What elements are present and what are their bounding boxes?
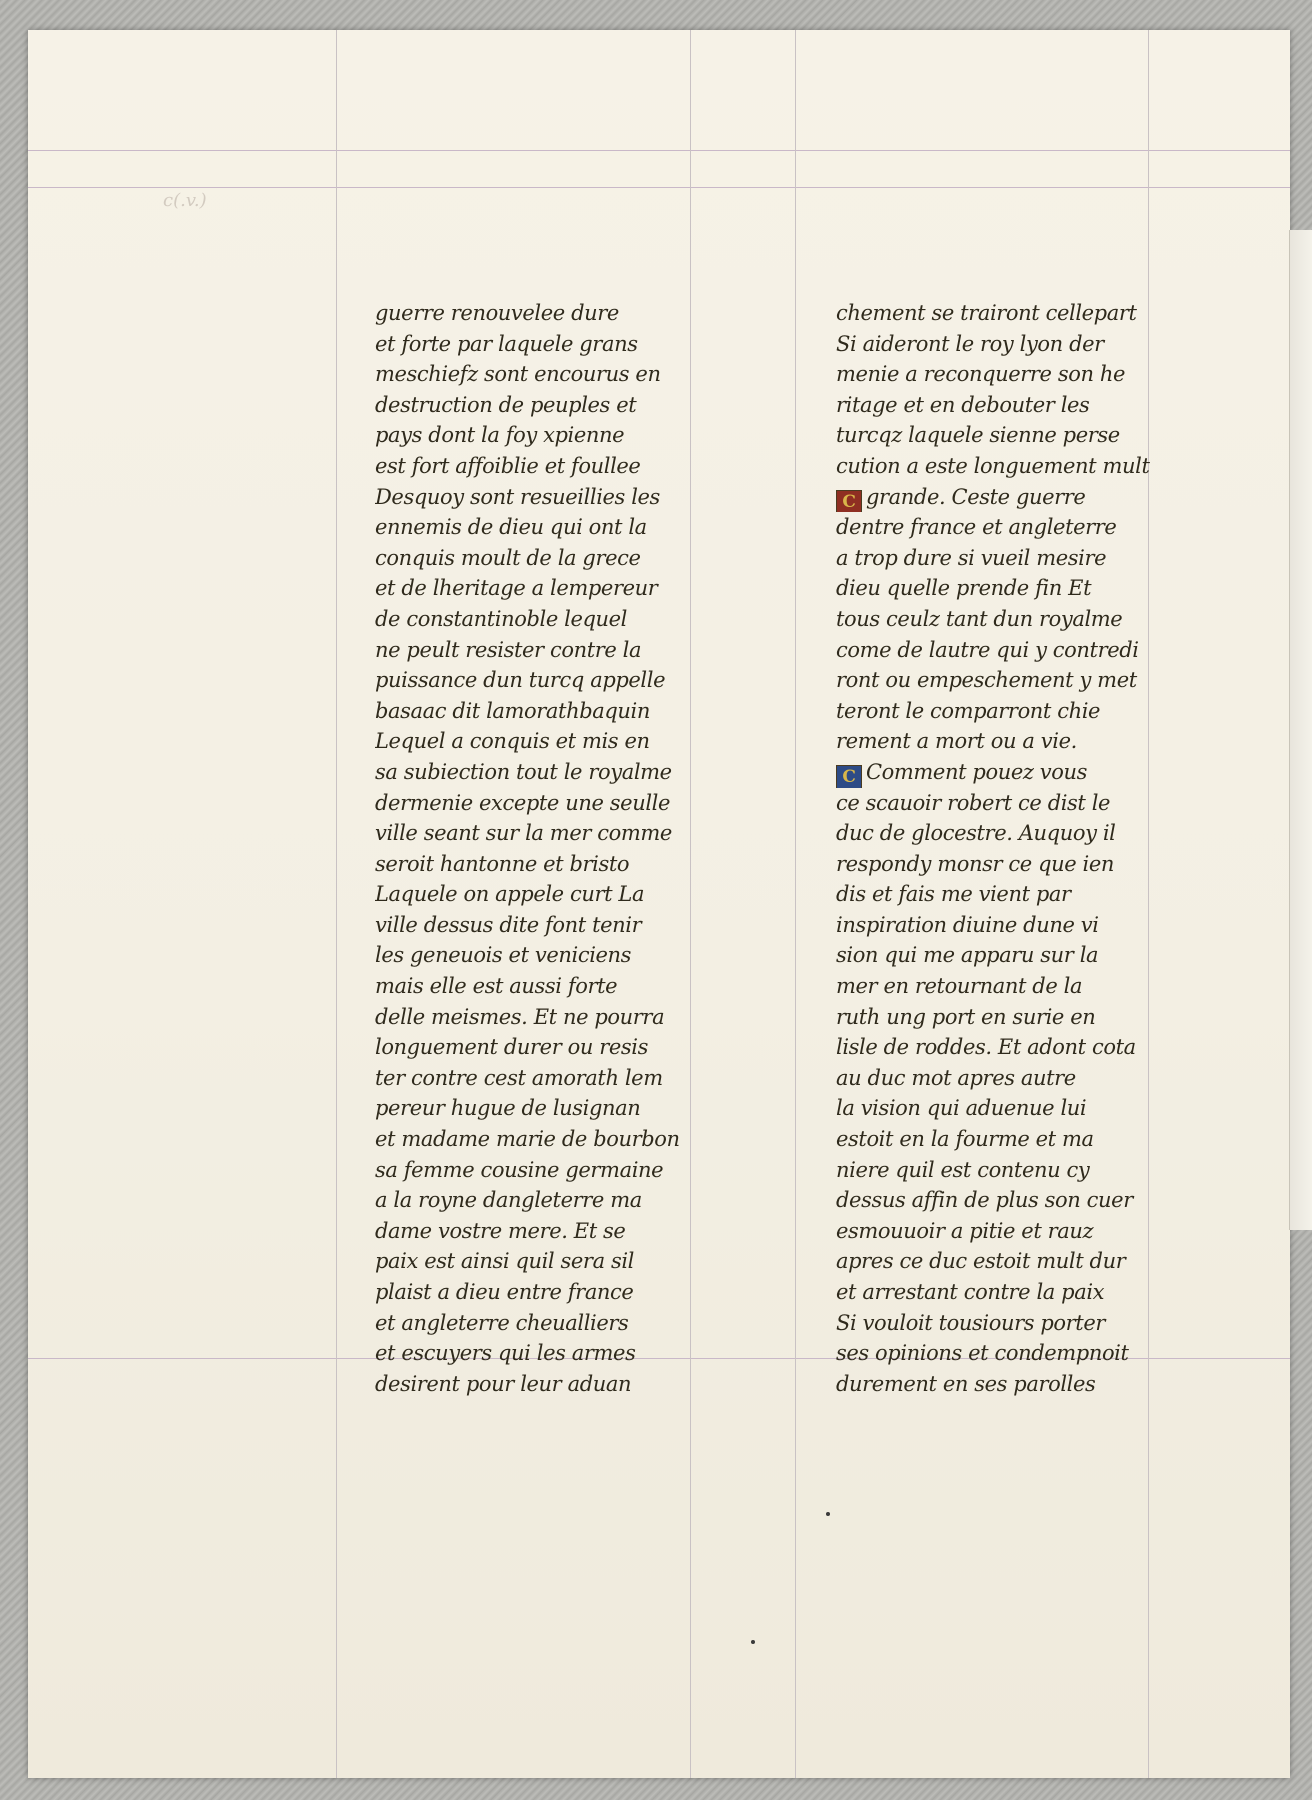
text-line-content: et arrestant contre la paix	[836, 1280, 1105, 1304]
text-line-content: sion qui me apparu sur la	[836, 943, 1099, 968]
text-line: basaac dit lamorathbaquin	[375, 698, 650, 723]
text-line	[836, 1216, 1216, 1247]
ruling-line-top	[28, 150, 1290, 151]
text-line: longuement durer ou resis	[375, 1035, 648, 1060]
text-line	[836, 543, 1216, 574]
text-line: a la royne dangleterre ma	[375, 1188, 642, 1213]
text-line	[836, 940, 1216, 971]
text-line: plaist a dieu entre france	[375, 1280, 634, 1304]
text-line-content: Si aideront le roy lyon der	[836, 331, 1104, 356]
text-column-left	[375, 298, 755, 1399]
text-line: et madame marie de bourbon	[375, 1127, 680, 1152]
text-line	[836, 849, 1216, 880]
text-line	[836, 788, 1216, 819]
text-line: ter contre cest amorath lem	[375, 1065, 663, 1090]
text-line: Laquele on appele curt La	[375, 882, 645, 907]
text-line: et escuyers qui les armes	[375, 1341, 636, 1366]
text-line: ne peult resister contre la	[375, 637, 642, 662]
text-line-content: lisle de roddes. Et adont cota	[836, 1035, 1136, 1060]
text-line: delle meismes. Et ne pourra	[375, 1004, 665, 1029]
text-line	[836, 390, 1216, 421]
text-line	[836, 451, 1216, 482]
text-line-content: durement en ses parolles	[836, 1371, 1096, 1396]
text-line	[836, 910, 1216, 941]
ruling-line-right-inner	[795, 30, 796, 1778]
text-line	[836, 1032, 1216, 1063]
text-line: mais elle est aussi forte	[375, 974, 618, 999]
text-line: meschiefz sont encourus en	[375, 362, 661, 387]
text-line-content: ruth ung port en surie en	[836, 1004, 1096, 1029]
text-line-content: ce scauoir robert ce dist le	[836, 790, 1111, 815]
text-line: et forte par laquele grans	[375, 331, 638, 356]
text-line: et angleterre cheualliers	[375, 1310, 629, 1335]
text-line: sa subiection tout le royalme	[375, 759, 672, 784]
text-line	[836, 298, 1216, 329]
text-line: pereur hugue de lusignan	[375, 1096, 641, 1121]
text-line-content: la vision qui aduenue lui	[836, 1096, 1087, 1121]
text-line: pays dont la foy xpienne	[375, 423, 625, 448]
text-line: ennemis de dieu qui ont la	[375, 515, 647, 540]
text-line	[836, 1124, 1216, 1155]
text-line-content: ritage et en debouter les	[836, 392, 1090, 417]
text-line	[836, 1277, 1216, 1308]
text-line	[836, 1093, 1216, 1124]
text-line	[836, 726, 1216, 757]
text-line-content: au duc mot apres autre	[836, 1065, 1076, 1090]
text-line-content: dessus affin de plus son cuer	[836, 1188, 1133, 1213]
text-line	[836, 604, 1216, 635]
text-line-content: mer en retournant de la	[836, 974, 1083, 999]
text-line-content: dis et fais me vient par	[836, 882, 1071, 907]
text-line: desirent pour leur aduan	[375, 1371, 632, 1396]
text-line-content: esmouuoir a pitie et rauz	[836, 1218, 1094, 1243]
text-line-content: dentre france et angleterre	[836, 515, 1117, 540]
manuscript-page	[28, 30, 1290, 1778]
text-line-content: cution a este longuement mult	[836, 453, 1150, 478]
text-line: seroit hantonne et bristo	[375, 851, 630, 876]
text-line: les geneuois et veniciens	[375, 943, 632, 968]
text-line-content: tous ceulz tant dun royalme	[836, 606, 1123, 631]
text-line	[836, 1308, 1216, 1339]
text-line	[836, 757, 1216, 788]
text-line	[836, 635, 1216, 666]
text-line-content: apres ce duc estoit mult dur	[836, 1249, 1126, 1274]
text-line-content: dieu quelle prende fin Et	[836, 576, 1092, 601]
text-line-content: niere quil est contenu cy	[836, 1157, 1090, 1182]
text-line	[836, 512, 1216, 543]
text-line-content: come de lautre qui y contredi	[836, 637, 1139, 662]
text-line	[836, 1338, 1216, 1369]
text-line	[836, 1185, 1216, 1216]
text-line-content: duc de glocestre. Auquoy il	[836, 821, 1116, 846]
text-line-content: teront le comparront chie	[836, 698, 1101, 723]
text-line	[836, 1246, 1216, 1277]
text-line	[836, 482, 1216, 513]
text-line-content: chement se trairont cellepart	[836, 301, 1137, 325]
text-line	[836, 1002, 1216, 1033]
text-line	[836, 879, 1216, 910]
text-line: puissance dun turcq appelle	[375, 668, 666, 693]
text-line-content: Si vouloit tousiours porter	[836, 1310, 1105, 1335]
ink-spot	[751, 1640, 755, 1644]
text-line: dermenie excepte une seulle	[375, 790, 670, 815]
text-line-content: inspiration diuine dune vi	[836, 912, 1099, 937]
decorated-initial: C	[836, 490, 862, 513]
text-line	[836, 1063, 1216, 1094]
text-line: Lequel a conquis et mis en	[375, 729, 650, 754]
ruling-line-left-outer	[336, 30, 337, 1778]
adjacent-page-edge	[1289, 230, 1312, 1230]
text-column-right	[836, 298, 1216, 1399]
text-line-content: Comment pouez vous	[866, 759, 1087, 784]
text-line-content: ront ou empeschement y met	[836, 668, 1137, 693]
text-line	[836, 971, 1216, 1002]
text-line	[836, 573, 1216, 604]
text-line-content: menie a reconquerre son he	[836, 362, 1126, 387]
text-line	[836, 665, 1216, 696]
text-line: Desquoy sont resueillies les	[375, 484, 660, 509]
text-line: sa femme cousine germaine	[375, 1157, 664, 1182]
ink-spot	[826, 1512, 830, 1516]
text-line-content: turcqz laquele sienne perse	[836, 423, 1120, 448]
text-line: et de lheritage a lempereur	[375, 576, 658, 601]
text-line: paix est ainsi quil sera sil	[375, 1249, 634, 1274]
text-line	[836, 420, 1216, 451]
text-line	[836, 359, 1216, 390]
text-line-content: estoit en la fourme et ma	[836, 1127, 1094, 1152]
text-line: conquis moult de la grece	[375, 545, 641, 570]
decorated-initial: C	[836, 765, 862, 788]
folio-number: c(.v.)	[163, 190, 207, 211]
text-line-content: respondy monsr ce que ien	[836, 851, 1115, 876]
text-line: est fort affoiblie et foullee	[375, 453, 641, 478]
text-line-content: a trop dure si vueil mesire	[836, 545, 1107, 570]
text-line	[836, 696, 1216, 727]
text-line: ville dessus dite font tenir	[375, 912, 642, 937]
text-line: destruction de peuples et	[375, 392, 637, 417]
text-line	[836, 818, 1216, 849]
text-line-content: ses opinions et condempnoit	[836, 1341, 1129, 1366]
text-line	[836, 1155, 1216, 1186]
text-line: dame vostre mere. Et se	[375, 1218, 626, 1243]
text-line	[836, 1369, 1216, 1400]
text-line: de constantinoble lequel	[375, 606, 627, 631]
text-line	[836, 329, 1216, 360]
ruling-line-upper	[28, 187, 1290, 188]
text-line: ville seant sur la mer comme	[375, 821, 672, 846]
text-line-content: rement a mort ou a vie.	[836, 729, 1077, 754]
text-line: guerre renouvelee dure	[375, 301, 619, 325]
text-line-content: grande. Ceste guerre	[866, 484, 1086, 509]
